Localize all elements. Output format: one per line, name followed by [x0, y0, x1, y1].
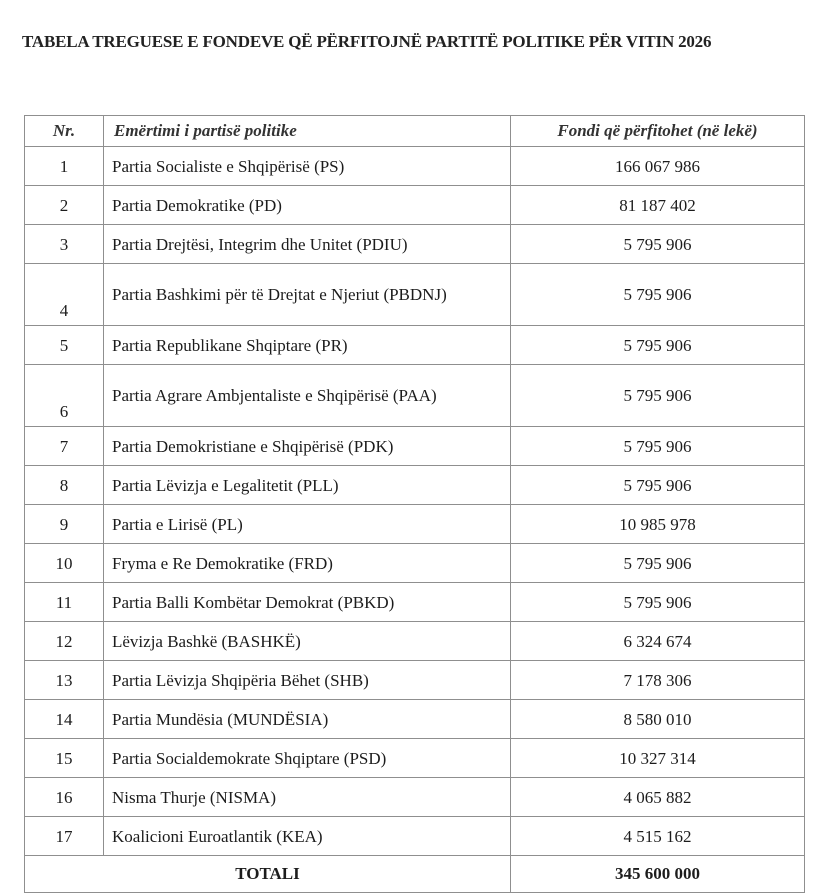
row-number: 9 [25, 505, 104, 544]
fund-amount: 4 515 162 [511, 817, 805, 856]
table-row [25, 817, 805, 856]
total-amount: 345 600 000 [511, 856, 805, 893]
row-number: 14 [25, 700, 104, 739]
party-name: Nisma Thurje (NISMA) [104, 778, 511, 817]
fund-amount: 5 795 906 [511, 583, 805, 622]
table-row [25, 544, 805, 583]
row-number: 11 [25, 583, 104, 622]
row-number: 1 [25, 147, 104, 186]
table-row [25, 700, 805, 739]
table-row [25, 225, 805, 264]
fund-amount: 5 795 906 [511, 466, 805, 505]
table-row [25, 326, 805, 365]
party-name: Partia Lëvizja Shqipëria Bëhet (SHB) [104, 661, 511, 700]
table-row [25, 583, 805, 622]
fund-amount: 166 067 986 [511, 147, 805, 186]
fund-amount: 5 795 906 [511, 365, 805, 427]
fund-amount: 10 327 314 [511, 739, 805, 778]
fund-amount: 5 795 906 [511, 544, 805, 583]
party-name: Partia Demokratike (PD) [104, 186, 511, 225]
row-number: 15 [25, 739, 104, 778]
fund-amount: 4 065 882 [511, 778, 805, 817]
table-header-row [25, 116, 805, 147]
party-name: Partia Socialdemokrate Shqiptare (PSD) [104, 739, 511, 778]
fund-amount: 8 580 010 [511, 700, 805, 739]
row-number: 10 [25, 544, 104, 583]
party-name: Partia Demokristiane e Shqipërisë (PDK) [104, 427, 511, 466]
row-number: 12 [25, 622, 104, 661]
party-name: Partia Balli Kombëtar Demokrat (PBKD) [104, 583, 511, 622]
table-row [25, 147, 805, 186]
row-number: 13 [25, 661, 104, 700]
table-row [25, 778, 805, 817]
document-title: TABELA TREGUESE E FONDEVE QË PËRFITOJNË PARTITË POLITIKE PËR VITIN 2026 [22, 32, 712, 51]
fund-amount: 5 795 906 [511, 427, 805, 466]
table-row [25, 427, 805, 466]
table-row [25, 661, 805, 700]
party-name: Partia e Lirisë (PL) [104, 505, 511, 544]
fund-amount: 5 795 906 [511, 264, 805, 326]
party-funds-table [24, 115, 805, 893]
fund-amount: 10 985 978 [511, 505, 805, 544]
row-number: 8 [25, 466, 104, 505]
row-number: 4 [25, 264, 104, 326]
fund-amount: 81 187 402 [511, 186, 805, 225]
row-number: 6 [25, 365, 104, 427]
fund-amount: 6 324 674 [511, 622, 805, 661]
row-number: 2 [25, 186, 104, 225]
party-name: Partia Lëvizja e Legalitetit (PLL) [104, 466, 511, 505]
total-label: TOTALI [25, 856, 511, 893]
party-name: Fryma e Re Demokratike (FRD) [104, 544, 511, 583]
fund-amount: 5 795 906 [511, 225, 805, 264]
table-row [25, 466, 805, 505]
header-fund: Fondi që përfitohet (në lekë) [511, 116, 805, 147]
row-number: 5 [25, 326, 104, 365]
party-name: Koalicioni Euroatlantik (KEA) [104, 817, 511, 856]
table-row [25, 622, 805, 661]
table-row [25, 264, 805, 326]
row-number: 3 [25, 225, 104, 264]
party-name: Partia Agrare Ambjentaliste e Shqipërisë (PAA) [104, 365, 511, 427]
table-row [25, 365, 805, 427]
row-number: 7 [25, 427, 104, 466]
header-party-name: Emërtimi i partisë politike [104, 116, 511, 147]
party-name: Partia Republikane Shqiptare (PR) [104, 326, 511, 365]
row-number: 16 [25, 778, 104, 817]
party-name: Partia Socialiste e Shqipërisë (PS) [104, 147, 511, 186]
party-name: Partia Drejtësi, Integrim dhe Unitet (PDIU) [104, 225, 511, 264]
fund-amount: 7 178 306 [511, 661, 805, 700]
table-row [25, 505, 805, 544]
party-name: Partia Mundësia (MUNDËSIA) [104, 700, 511, 739]
fund-amount: 5 795 906 [511, 326, 805, 365]
party-name: Lëvizja Bashkë (BASHKË) [104, 622, 511, 661]
table-row [25, 739, 805, 778]
row-number: 17 [25, 817, 104, 856]
table-row [25, 186, 805, 225]
header-nr: Nr. [25, 116, 104, 147]
party-name: Partia Bashkimi për të Drejtat e Njeriut (PBDNJ) [104, 264, 511, 326]
